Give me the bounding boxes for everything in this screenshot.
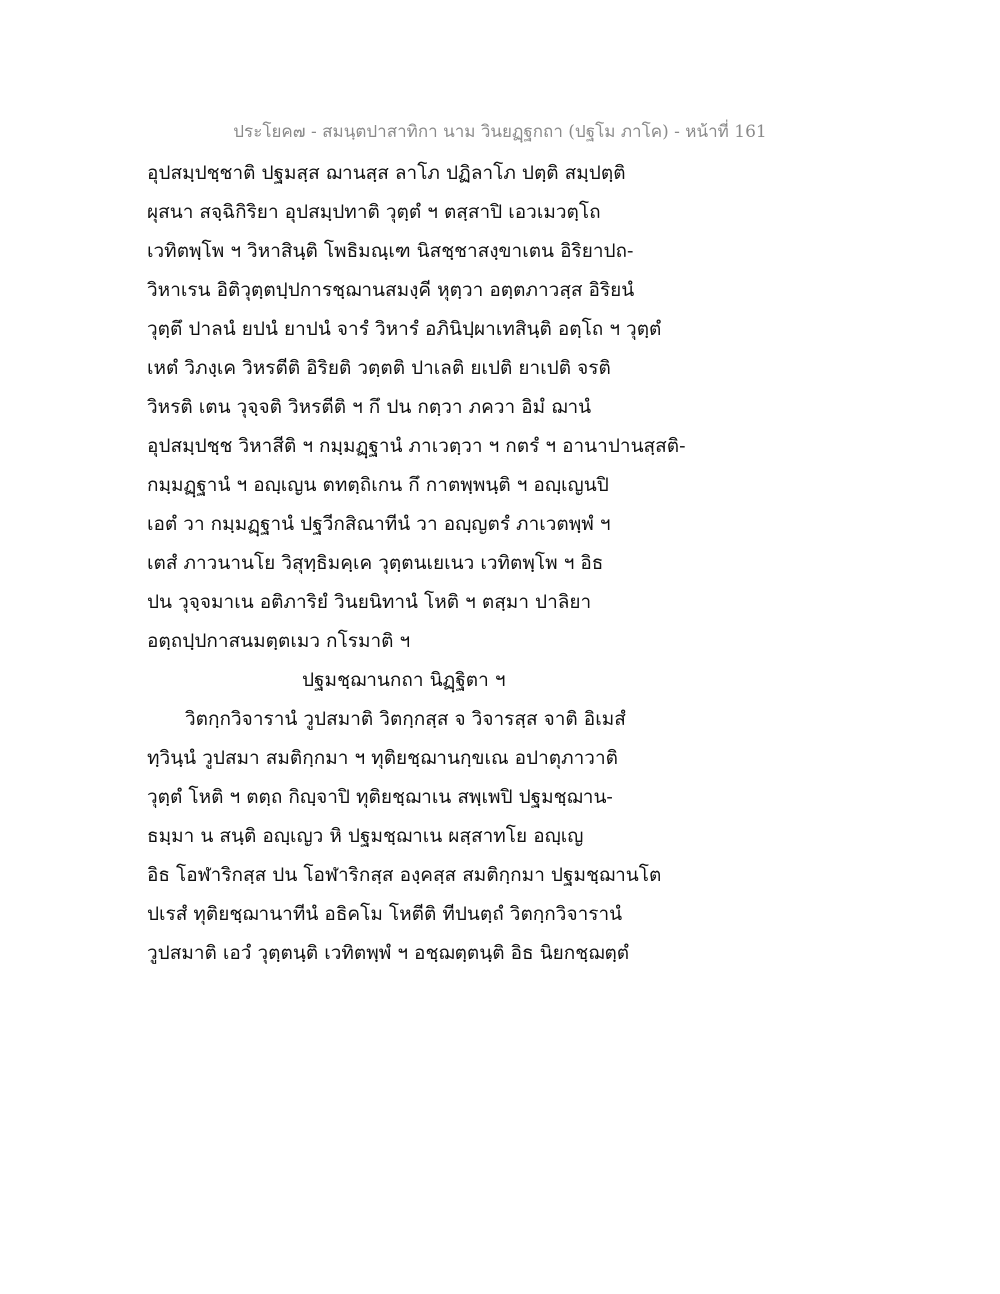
body-text [147, 154, 867, 973]
text-line: วุตฺตํ โหติ ฯ ตตฺถ กิญฺจาปิ ทุติยชฺฌาเน สพฺเพปิ ปฐมชฺฌาน- [147, 786, 613, 808]
running-header: ประโยค๗ - สมนฺตปาสาทิกา นาม วินยฏฺฐกถา (ปฐโม ภาโค) - หน้าที่ 161 [233, 122, 767, 142]
section-end-heading: ปฐมชฺฌานกถา นิฏฺฐิตา ฯ [302, 669, 506, 691]
text-line: ทฺวินฺนํ วูปสมา สมติกฺกมา ฯ ทุติยชฺฌานกฺขเณ อปาตุภาวาติ [147, 747, 618, 769]
text-line: อุปสมฺปชฺช วิหาสีติ ฯ กมฺมฏฺฐานํ ภาเวตฺวา ฯ กตรํ ฯ อานาปานสฺสติ- [147, 435, 686, 457]
text-line: เวทิตพฺโพ ฯ วิหาสินฺติ โพธิมณฺเฑ นิสชฺชาสงฺขาเตน อิริยาปถ- [147, 240, 634, 262]
text-line: ผุสนา สจฺฉิกิริยา อุปสมฺปทาติ วุตฺตํ ฯ ตสฺสาปิ เอวเมวตฺโถ [147, 201, 601, 223]
text-line: วิตกฺกวิจารานํ วูปสมาติ วิตกฺกสฺส จ วิจารสฺส จาติ อิเมสํ [185, 708, 626, 730]
text-line: เตสํ ภาวนานโย วิสุทฺธิมคฺเค วุตฺตนเยเนว เวทิตพฺโพ ฯ อิธ [147, 552, 604, 574]
text-line: วิหรติ เตน วุจฺจติ วิหรตีติ ฯ กึ ปน กตฺวา ภควา อิมํ ฌานํ [147, 396, 592, 418]
text-line: ปเรสํ ทุติยชฺฌานาทีนํ อธิคโม โหตีติ ทีปนตฺถํ วิตกฺกวิจารานํ [147, 903, 623, 925]
text-line: วุตฺตึ ปาลนํ ยปนํ ยาปนํ จารํ วิหารํ อภินิปฺผาเทสินฺติ อตฺโถ ฯ วุตฺตํ [147, 318, 662, 340]
text-line: อตฺถปฺปกาสนมตฺตเมว กโรมาติ ฯ [147, 630, 411, 652]
text-line: เหตํ วิภงฺเค วิหรตีติ อิริยติ วตฺตติ ปาเลติ ยเปติ ยาเปติ จรติ [147, 357, 611, 379]
text-line: ปน วุจฺจมาเน อติภาริยํ วินยนิทานํ โหติ ฯ ตสฺมา ปาลิยา [147, 591, 592, 613]
text-line: อิธ โอฬาริกสฺส ปน โอฬาริกสฺส องฺคสฺส สมติกฺกมา ปฐมชฺฌานโต [147, 864, 662, 886]
text-line: วิหาเรน อิติวุตฺตปฺปการชฺฌานสมงฺคี หุตฺวา อตฺตภาวสฺส อิริยนํ [147, 279, 635, 301]
text-line: วูปสมาติ เอวํ วุตฺตนฺติ เวทิตพฺพํ ฯ อชฺฌตฺตนฺติ อิธ นิยกชฺฌตฺตํ [147, 942, 630, 964]
text-line: กมฺมฏฺฐานํ ฯ อญฺเญน ตทตฺถิเกน กึ กาตพฺพนฺติ ฯ อญฺเญนปิ [147, 474, 609, 496]
text-line: เอตํ วา กมฺมฏฺฐานํ ปฐวีกสิณาทีนํ วา อญฺญตรํ ภาเวตพฺพํ ฯ [147, 513, 611, 535]
text-line: อุปสมฺปชฺชาติ ปฐมสฺส ฌานสฺส ลาโภ ปฏิลาโภ ปตฺติ สมฺปตฺติ [147, 162, 626, 184]
text-line: ธมฺมา น สนฺติ อญฺเญว หิ ปฐมชฺฌาเน ผสฺสาทโย อญฺเญ [147, 825, 584, 847]
